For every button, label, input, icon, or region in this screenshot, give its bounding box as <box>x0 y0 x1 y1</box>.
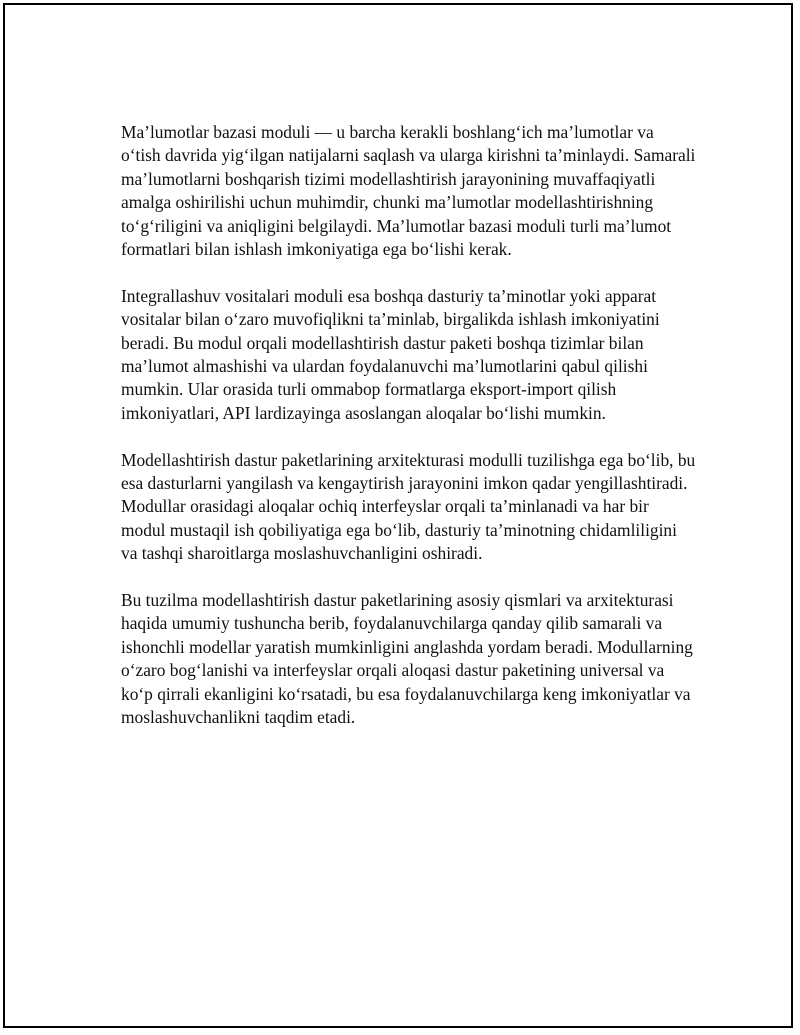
document-page <box>3 3 793 1028</box>
paragraph-integration-module: Integrallashuv vositalari moduli esa boshqa dasturiy ta’minotlar yoki apparat vositalar bilan o‘zaro muvofiqlikni ta’minlab, birgalikda ishlash imkoniyatini beradi. Bu modul orqali modellashtirish dastur paketi boshqa tizimlar bilan ma’lumot almashishi va ulardan foydalanuvchi ma’lumotlarini qabul qilishi mumkin. Ular orasida turli ommabop formatlarga eksport-import qilish imkoniyatlari, API lardizayinga asoslangan aloqalar bo‘lishi mumkin. <box>121 285 660 423</box>
paragraph-architecture: Modellashtirish dastur paketlarining arxitekturasi modulli tuzilishga ega bo‘lib, bu esa dasturlarni yangilash va kengaytirish jarayonini imkon qadar yengillashtiradi. Modullar orasidagi aloqalar ochiq interfeyslar orqali ta’minlanadi va har bir modul mustaqil ish qobiliyatiga ega bo‘lib, dasturiy ta’minotning chidamliligini va tashqi sharoitlarga moslashuvchanligini oshiradi. <box>121 449 696 564</box>
paragraph-conclusion: Bu tuzilma modellashtirish dastur paketlarining asosiy qismlari va arxitekturasi haqida umumiy tushuncha berib, foydalanuvchilarga qanday qilib samarali va ishonchli modellar yaratish mumkinligini anglashda yordam beradi. Modullarning o‘zaro bog‘lanishi va interfeyslar orqali aloqasi dastur paketining universal va ko‘p qirrali ekanligini ko‘rsatadi, bu esa foydalanuvchilarga keng imkoniyatlar va moslashuvchanlikni taqdim etadi. <box>121 590 693 728</box>
paragraph-database-module: Ma’lumotlar bazasi moduli — u barcha kerakli boshlang‘ich ma’lumotlar va o‘tish davrida yig‘ilgan natijalarni saqlash va ularga kirishni ta’minlaydi. Samarali ma’lumotlarni boshqarish tizimi modellashtirish jarayonining muvaffaqiyatli amalga oshirilishi uchun muhimdir, chunki ma’lumotlar modellashtirishning to‘g‘riligini va aniqligini belgilaydi. Ma’lumotlar bazasi moduli turli ma’lumot formatlari bilan ishlash imkoniyatiga ega bo‘lishi kerak. <box>121 122 696 260</box>
document-body <box>121 121 697 753</box>
